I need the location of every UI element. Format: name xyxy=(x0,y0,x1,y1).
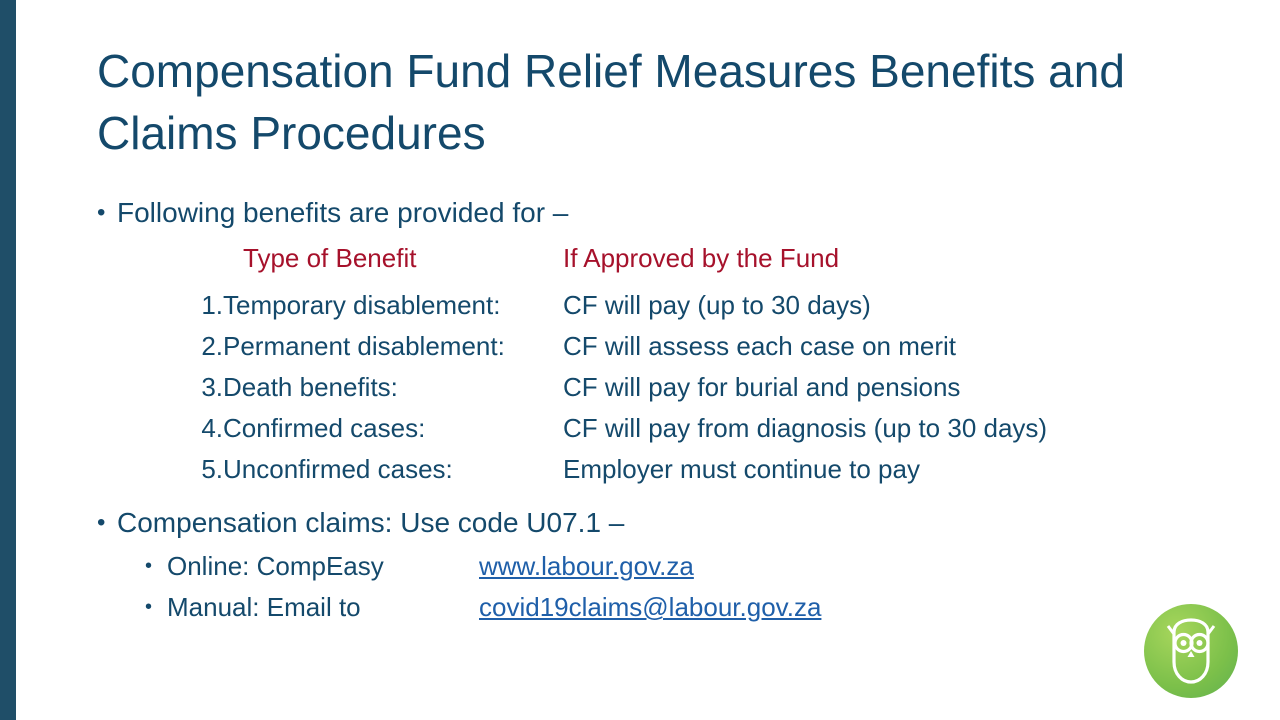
claims-bullet-line xyxy=(97,502,1217,544)
row-approved-text: CF will pay (up to 30 days) xyxy=(563,290,871,320)
bullet-icon: • xyxy=(97,199,106,226)
email-link[interactable]: covid19claims@labour.gov.za xyxy=(479,592,822,622)
row-number: 1. xyxy=(201,290,223,320)
slide-body xyxy=(97,192,1217,628)
column-header-approved: If Approved by the Fund xyxy=(563,243,840,273)
row-number: 3. xyxy=(201,372,223,402)
table-row xyxy=(175,408,1163,449)
table-row xyxy=(175,285,1163,326)
bullet-icon: • xyxy=(145,555,153,577)
bullet-icon: • xyxy=(97,509,106,536)
row-number: 4. xyxy=(201,413,223,443)
row-approved-text: CF will pay for burial and pensions xyxy=(563,372,961,402)
row-number: 5. xyxy=(201,454,223,484)
owl-logo xyxy=(1144,604,1238,698)
row-benefit-type: Permanent disablement: xyxy=(223,331,505,361)
page-title: Compensation Fund Relief Measures Benefits and Claims Procedures xyxy=(97,45,1125,159)
header-spacer xyxy=(175,238,223,285)
intro-bullet-text: Following benefits are provided for – xyxy=(117,197,569,228)
table-row xyxy=(175,367,1163,408)
row-benefit-type: Confirmed cases: xyxy=(223,413,426,443)
website-link[interactable]: www.labour.gov.za xyxy=(479,551,694,581)
intro-bullet-line xyxy=(97,192,1217,234)
row-approved-text: CF will assess each case on merit xyxy=(563,331,957,361)
owl-logo-icon xyxy=(1144,604,1238,698)
claims-bullet-text: Compensation claims: Use code U07.1 – xyxy=(117,507,625,538)
row-number: 2. xyxy=(201,331,223,361)
table-header-row xyxy=(175,238,1163,285)
claims-option-online xyxy=(145,546,1217,587)
row-approved-text: CF will pay from diagnosis (up to 30 days) xyxy=(563,413,1048,443)
left-accent-bar xyxy=(0,0,16,720)
claims-option-manual xyxy=(145,587,1217,628)
claims-option-label: Online: CompEasy xyxy=(167,551,384,581)
row-benefit-type: Temporary disablement: xyxy=(223,290,501,320)
row-benefit-type: Death benefits: xyxy=(223,372,398,402)
bullet-icon: • xyxy=(145,596,153,618)
column-header-type: Type of Benefit xyxy=(243,243,417,273)
claims-option-label: Manual: Email to xyxy=(167,592,361,622)
row-approved-text: Employer must continue to pay xyxy=(563,454,920,484)
benefits-table xyxy=(175,238,1163,490)
table-row xyxy=(175,449,1163,490)
row-benefit-type: Unconfirmed cases: xyxy=(223,454,453,484)
table-row xyxy=(175,326,1163,367)
